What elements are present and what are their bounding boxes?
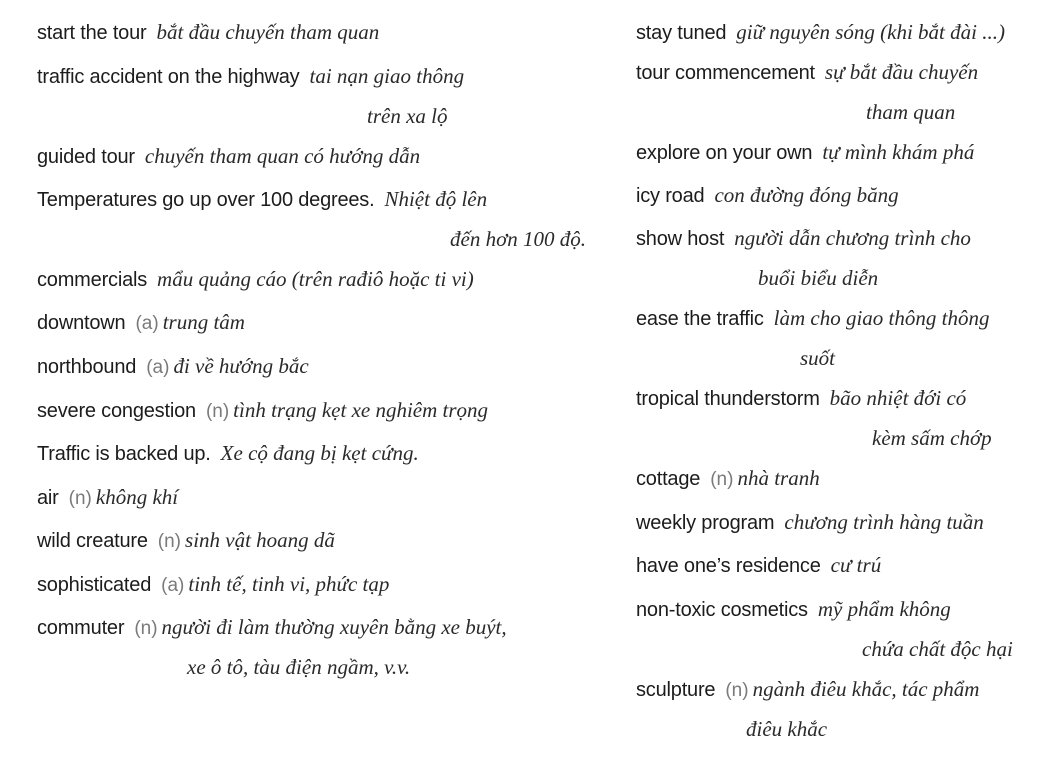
entry-term: tour commencement (636, 62, 815, 84)
entry-line (37, 615, 507, 642)
entry-term: non-toxic cosmetics (636, 599, 808, 621)
entry-term: cottage (636, 468, 701, 490)
entry-translation: người dẫn chương trình cho (734, 226, 971, 250)
entry-line (37, 398, 488, 425)
entry-line (636, 306, 989, 333)
entry-term: severe congestion (37, 400, 196, 422)
entry-term: northbound (37, 356, 137, 378)
entry-term: show host (636, 228, 725, 250)
entry-line (636, 510, 984, 537)
entry-translation: Xe cộ đang bị kẹt cứng. (220, 441, 419, 465)
entry-term: Temperatures go up over 100 degrees. (37, 189, 375, 211)
entry-term: commuter (37, 617, 125, 639)
entry-term: commercials (37, 269, 148, 291)
part-of-speech: (n) (710, 469, 734, 490)
part-of-speech: (n) (134, 618, 158, 639)
entry-term: sophisticated (37, 574, 152, 596)
entry-translation-continued: trên xa lộ (367, 104, 448, 128)
entry-term: weekly program (636, 512, 775, 534)
part-of-speech: (n) (157, 531, 182, 552)
entry-term: have one’s residence (636, 555, 821, 577)
entry-translation-continued: đến hơn 100 độ. (450, 227, 587, 251)
entry-translation: Nhiệt độ lên (384, 187, 488, 211)
entry-translation: giữ nguyên sóng (khi bắt đài ...) (736, 20, 1005, 44)
entry-line (636, 60, 978, 87)
entry-translation: chuyến tham quan có hướng dẫn (144, 144, 421, 168)
entry-line (636, 386, 966, 413)
part-of-speech: (a) (161, 575, 185, 596)
entry-term: Traffic is backed up. (37, 443, 211, 465)
entry-translation: sự bắt đầu chuyến (824, 60, 979, 84)
entry-term: sculpture (636, 679, 716, 701)
entry-term: air (37, 487, 59, 509)
entry-translation: mỹ phẩm không (817, 597, 951, 621)
entry-translation: mẩu quảng cáo (trên rađiô hoặc ti vi) (157, 267, 474, 291)
entry-line (636, 553, 881, 580)
entry-line (37, 144, 420, 171)
entry-translation-continued: chứa chất độc hại (862, 637, 1013, 661)
entry-line (37, 64, 464, 91)
entry-line (37, 485, 178, 512)
entry-translation-continued: suốt (800, 346, 836, 370)
entry-term: explore on your own (636, 142, 813, 164)
entry-translation-continued: kèm sấm chớp (872, 426, 992, 450)
entry-translation: bão nhiệt đới có (829, 386, 967, 410)
entry-line (37, 528, 335, 555)
entry-translation-continued: xe ô tô, tàu điện ngầm, v.v. (187, 655, 411, 679)
entry-translation-continued: điêu khắc (746, 717, 828, 741)
entry-translation-continued: buổi biểu diễn (758, 266, 879, 290)
entry-line (37, 267, 474, 294)
entry-translation: chương trình hàng tuần (784, 510, 984, 534)
part-of-speech: (a) (135, 313, 159, 334)
entry-translation: con đường đóng băng (714, 183, 899, 207)
entry-translation: ngành điêu khắc, tác phẩm (752, 677, 980, 701)
entry-line (37, 310, 245, 337)
part-of-speech: (n) (725, 680, 749, 701)
entry-translation: bắt đầu chuyến tham quan (156, 20, 380, 44)
entry-translation: cư trú (830, 553, 882, 577)
entry-translation: đi về hướng bắc (173, 354, 309, 378)
entry-line (37, 441, 419, 468)
entry-term: start the tour (37, 22, 147, 44)
entry-translation: làm cho giao thông thông (773, 306, 990, 330)
entry-term: traffic accident on the highway (37, 66, 300, 88)
entry-translation: tình trạng kẹt xe nghiêm trọng (233, 398, 489, 422)
entry-line (37, 572, 389, 599)
part-of-speech: (n) (205, 401, 230, 422)
entry-translation: không khí (95, 485, 179, 509)
entry-line (636, 226, 971, 253)
entry-translation: trung tâm (162, 310, 245, 334)
entry-line (636, 140, 974, 167)
entry-term: stay tuned (636, 22, 727, 44)
entry-translation: tự mình khám phá (822, 140, 975, 164)
entry-term: icy road (636, 185, 705, 207)
entry-term: ease the traffic (636, 308, 764, 330)
entry-line (636, 597, 951, 624)
entry-term: wild creature (37, 530, 148, 552)
entry-term: tropical thunderstorm (636, 388, 820, 410)
entry-translation: tinh tế, tinh vi, phức tạp (188, 572, 390, 596)
entry-translation: tai nạn giao thông (309, 64, 465, 88)
entry-term: guided tour (37, 146, 135, 168)
entry-translation: sinh vật hoang dã (185, 528, 335, 552)
entry-line (37, 187, 487, 214)
entry-translation: nhà tranh (737, 466, 820, 490)
entry-translation: người đi làm thường xuyên bằng xe buýt, (161, 615, 507, 639)
entry-line (636, 20, 1005, 47)
part-of-speech: (a) (146, 357, 170, 378)
entry-line (37, 354, 309, 381)
part-of-speech: (n) (68, 488, 92, 509)
entry-term: downtown (37, 312, 126, 334)
entry-line (636, 677, 979, 704)
entry-translation-continued: tham quan (866, 100, 956, 124)
entry-line (636, 466, 820, 493)
entry-line (636, 183, 899, 210)
entry-line (37, 20, 379, 47)
